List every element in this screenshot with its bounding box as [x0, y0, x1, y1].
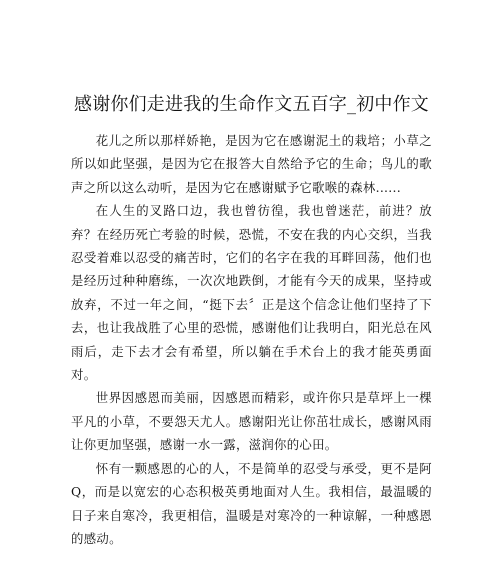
article-title: 感谢你们走进我的生命作文五百字_初中作文: [74, 94, 429, 115]
paragraph-3: 世界因感恩而美丽，因感恩而精彩，或许你只是草坪上一棵平凡的小草，不要怨天尤人。感谢阳光让你茁壮成长，感谢风雨让你更加坚强，感谢一水一露，滋润你的心田。: [71, 390, 432, 453]
paragraph-1: 花儿之所以那样娇艳，是因为它在感谢泥土的栽培；小草之所以如此坚强，是因为它在报答大自然给予它的生命；鸟儿的歌声之所以这么动听，是因为它在感谢赋予它歌喉的森林......: [71, 133, 432, 195]
paragraph-2: 在人生的叉路口边，我也曾彷徨，我也曾迷茫，前进？放弃？在经历死亡考验的时候，恐慌，不安在我的内心交织，当我忍受着难以忍受的痛苦时，它们的名字在我的耳畔回荡，他们也是经历过种种磨练，一次次地跌倒，才能有今天的成果，坚持或放弃，不过一年之间，“挺下去〞正是这个信念让他们坚持了下去，也让我战胜了心里的恐慌，感谢他们让我明白，阳光总在风雨后，走下去才会有希望，所以躺在手术台上的我才能英勇面对。: [71, 203, 432, 383]
paragraph-4: 怀有一颗感恩的心的人，不是简单的忍受与承受，更不是阿Q，而是以宽宏的心态积极英勇地面对人生。我相信，最温暖的日子来自寒冷，我更相信，温暖是对寒冷的一种谅解，一种感恩的感动。: [71, 460, 432, 546]
